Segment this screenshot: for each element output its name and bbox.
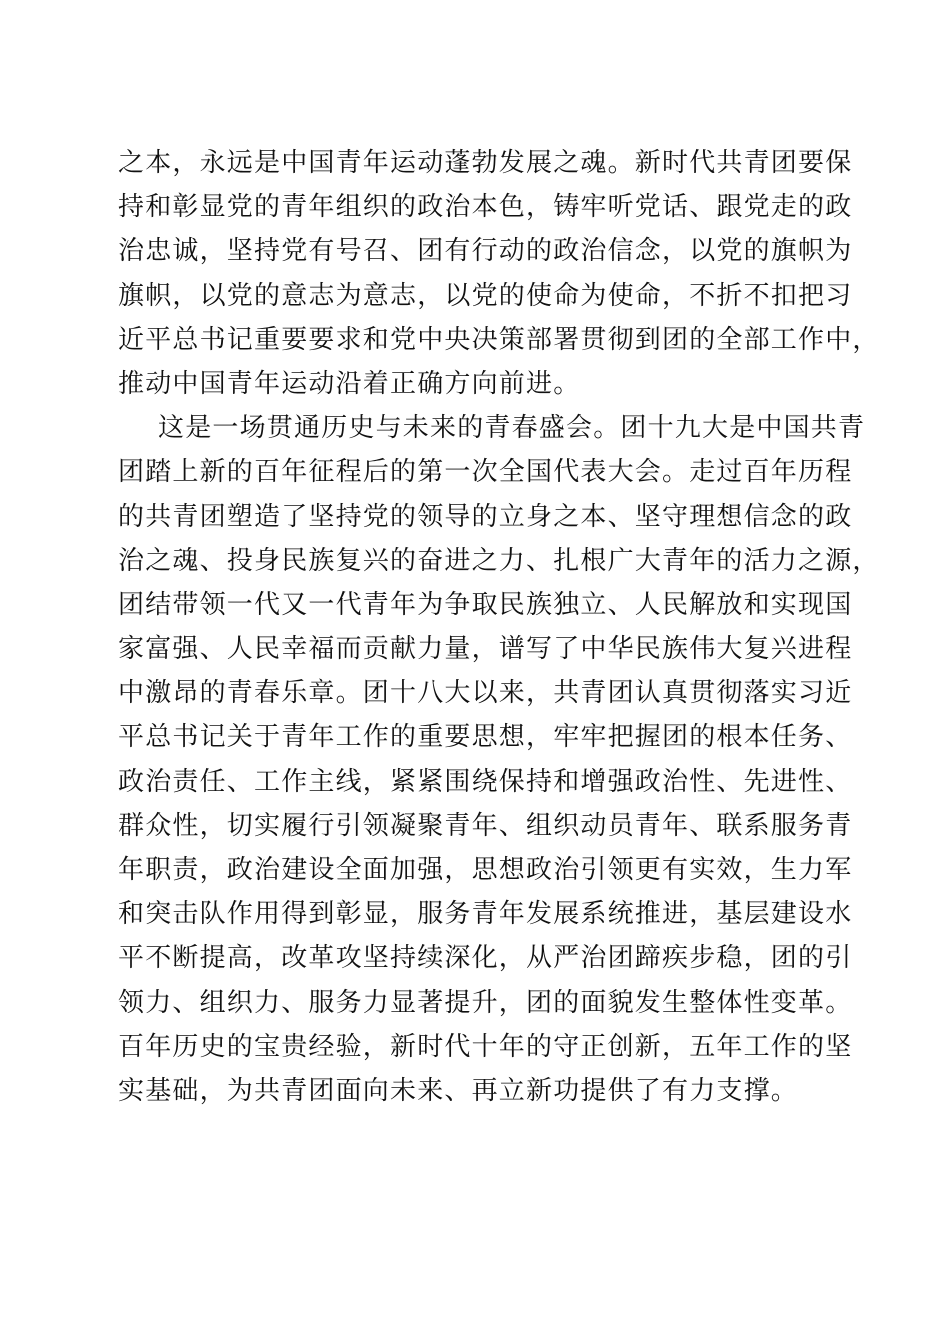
text-line: 治忠诚，坚持党有号召、团有行动的政治信念，以党的旗帜为 — [118, 236, 853, 267]
text-line: 平不断提高，改革攻坚持续深化，从严治团蹄疾步稳，团的引 — [118, 943, 853, 974]
text-line: 近平总书记重要要求和党中央决策部署贯彻到团的全部工作中， — [118, 324, 880, 355]
text-line: 团结带领一代又一代青年为争取民族独立、人民解放和实现国 — [118, 589, 853, 620]
text-line: 实基础，为共青团面向未来、再立新功提供了有力支撑。 — [118, 1075, 799, 1106]
paragraph-2 — [118, 406, 880, 1113]
body-text — [118, 141, 880, 1113]
text-line: 家富强、人民幸福而贡献力量，谱写了中华民族伟大复兴进程 — [118, 634, 853, 665]
text-line: 和突击队作用得到彰显，服务青年发展系统推进，基层建设水 — [118, 899, 853, 930]
text-line: 年职责，政治建设全面加强，思想政治引领更有实效，生力军 — [118, 855, 853, 885]
text-line: 政治责任、工作主线，紧紧围绕保持和增强政治性、先进性、 — [118, 766, 853, 797]
text-line: 的共青团塑造了坚持党的领导的立身之本、坚守理想信念的政 — [118, 501, 853, 532]
text-line: 百年历史的宝贵经验，新时代十年的守正创新，五年工作的坚 — [118, 1031, 853, 1062]
text-line: 中激昂的青春乐章。团十八大以来，共青团认真贯彻落实习近 — [118, 678, 853, 709]
text-line: 群众性，切实履行引领凝聚青年、组织动员青年、联系服务青 — [118, 810, 853, 841]
text-line: 团踏上新的百年征程后的第一次全国代表大会。走过百年历程 — [118, 457, 853, 488]
text-line: 持和彰显党的青年组织的政治本色，铸牢听党话、跟党走的政 — [118, 192, 853, 223]
paragraph-1 — [118, 141, 880, 406]
text-line: 领力、组织力、服务力显著提升，团的面貌发生整体性变革。 — [118, 987, 853, 1018]
text-line: 推动中国青年运动沿着正确方向前进。 — [118, 368, 581, 399]
text-line: 这是一场贯通历史与未来的青春盛会。团十九大是中国共青 — [158, 413, 866, 444]
text-line: 之本，永远是中国青年运动蓬勃发展之魂。新时代共青团要保 — [118, 148, 853, 178]
text-line: 平总书记关于青年工作的重要思想，牢牢把握团的根本任务、 — [118, 722, 853, 753]
text-line: 治之魂、投身民族复兴的奋进之力、扎根广大青年的活力之源， — [118, 545, 880, 576]
text-line: 旗帜，以党的意志为意志，以党的使命为使命，不折不扣把习 — [118, 280, 853, 311]
